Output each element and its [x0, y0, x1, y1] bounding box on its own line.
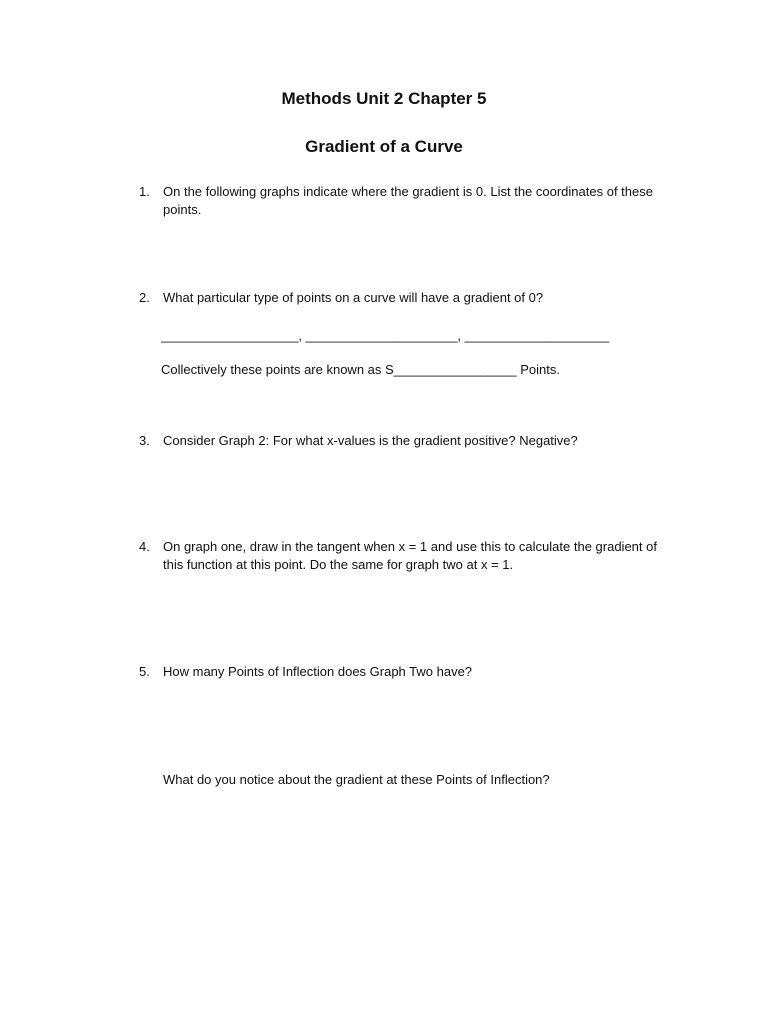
page-subtitle: Gradient of a Curve — [305, 137, 463, 156]
question-number: 4. — [139, 539, 150, 554]
question-number: 1. — [139, 184, 150, 199]
question-text: On graph one, draw in the tangent when x = 1 and use this to calculate the gradient of this function at this point. Do the same for graph two at x = 1. — [163, 539, 657, 572]
question-number: 2. — [139, 290, 150, 305]
answer-blanks: ___________________, _____________________, ____________________ — [161, 328, 610, 343]
question-text: What particular type of points on a curve will have a gradient of 0? — [163, 290, 544, 305]
inflection-followup-question: What do you notice about the gradient at these Points of Inflection? — [163, 772, 550, 787]
question-text: On the following graphs indicate where the gradient is 0. List the coordinates of these points. — [163, 184, 653, 217]
question-number: 3. — [139, 433, 150, 448]
page-title: Methods Unit 2 Chapter 5 — [281, 89, 487, 108]
question-text: How many Points of Inflection does Graph Two have? — [163, 664, 473, 679]
stationary-points-prompt: Collectively these points are known as S_________________ Points. — [161, 362, 560, 377]
question-text: Consider Graph 2: For what x-values is the gradient positive? Negative? — [163, 433, 578, 448]
question-number: 5. — [139, 664, 150, 679]
